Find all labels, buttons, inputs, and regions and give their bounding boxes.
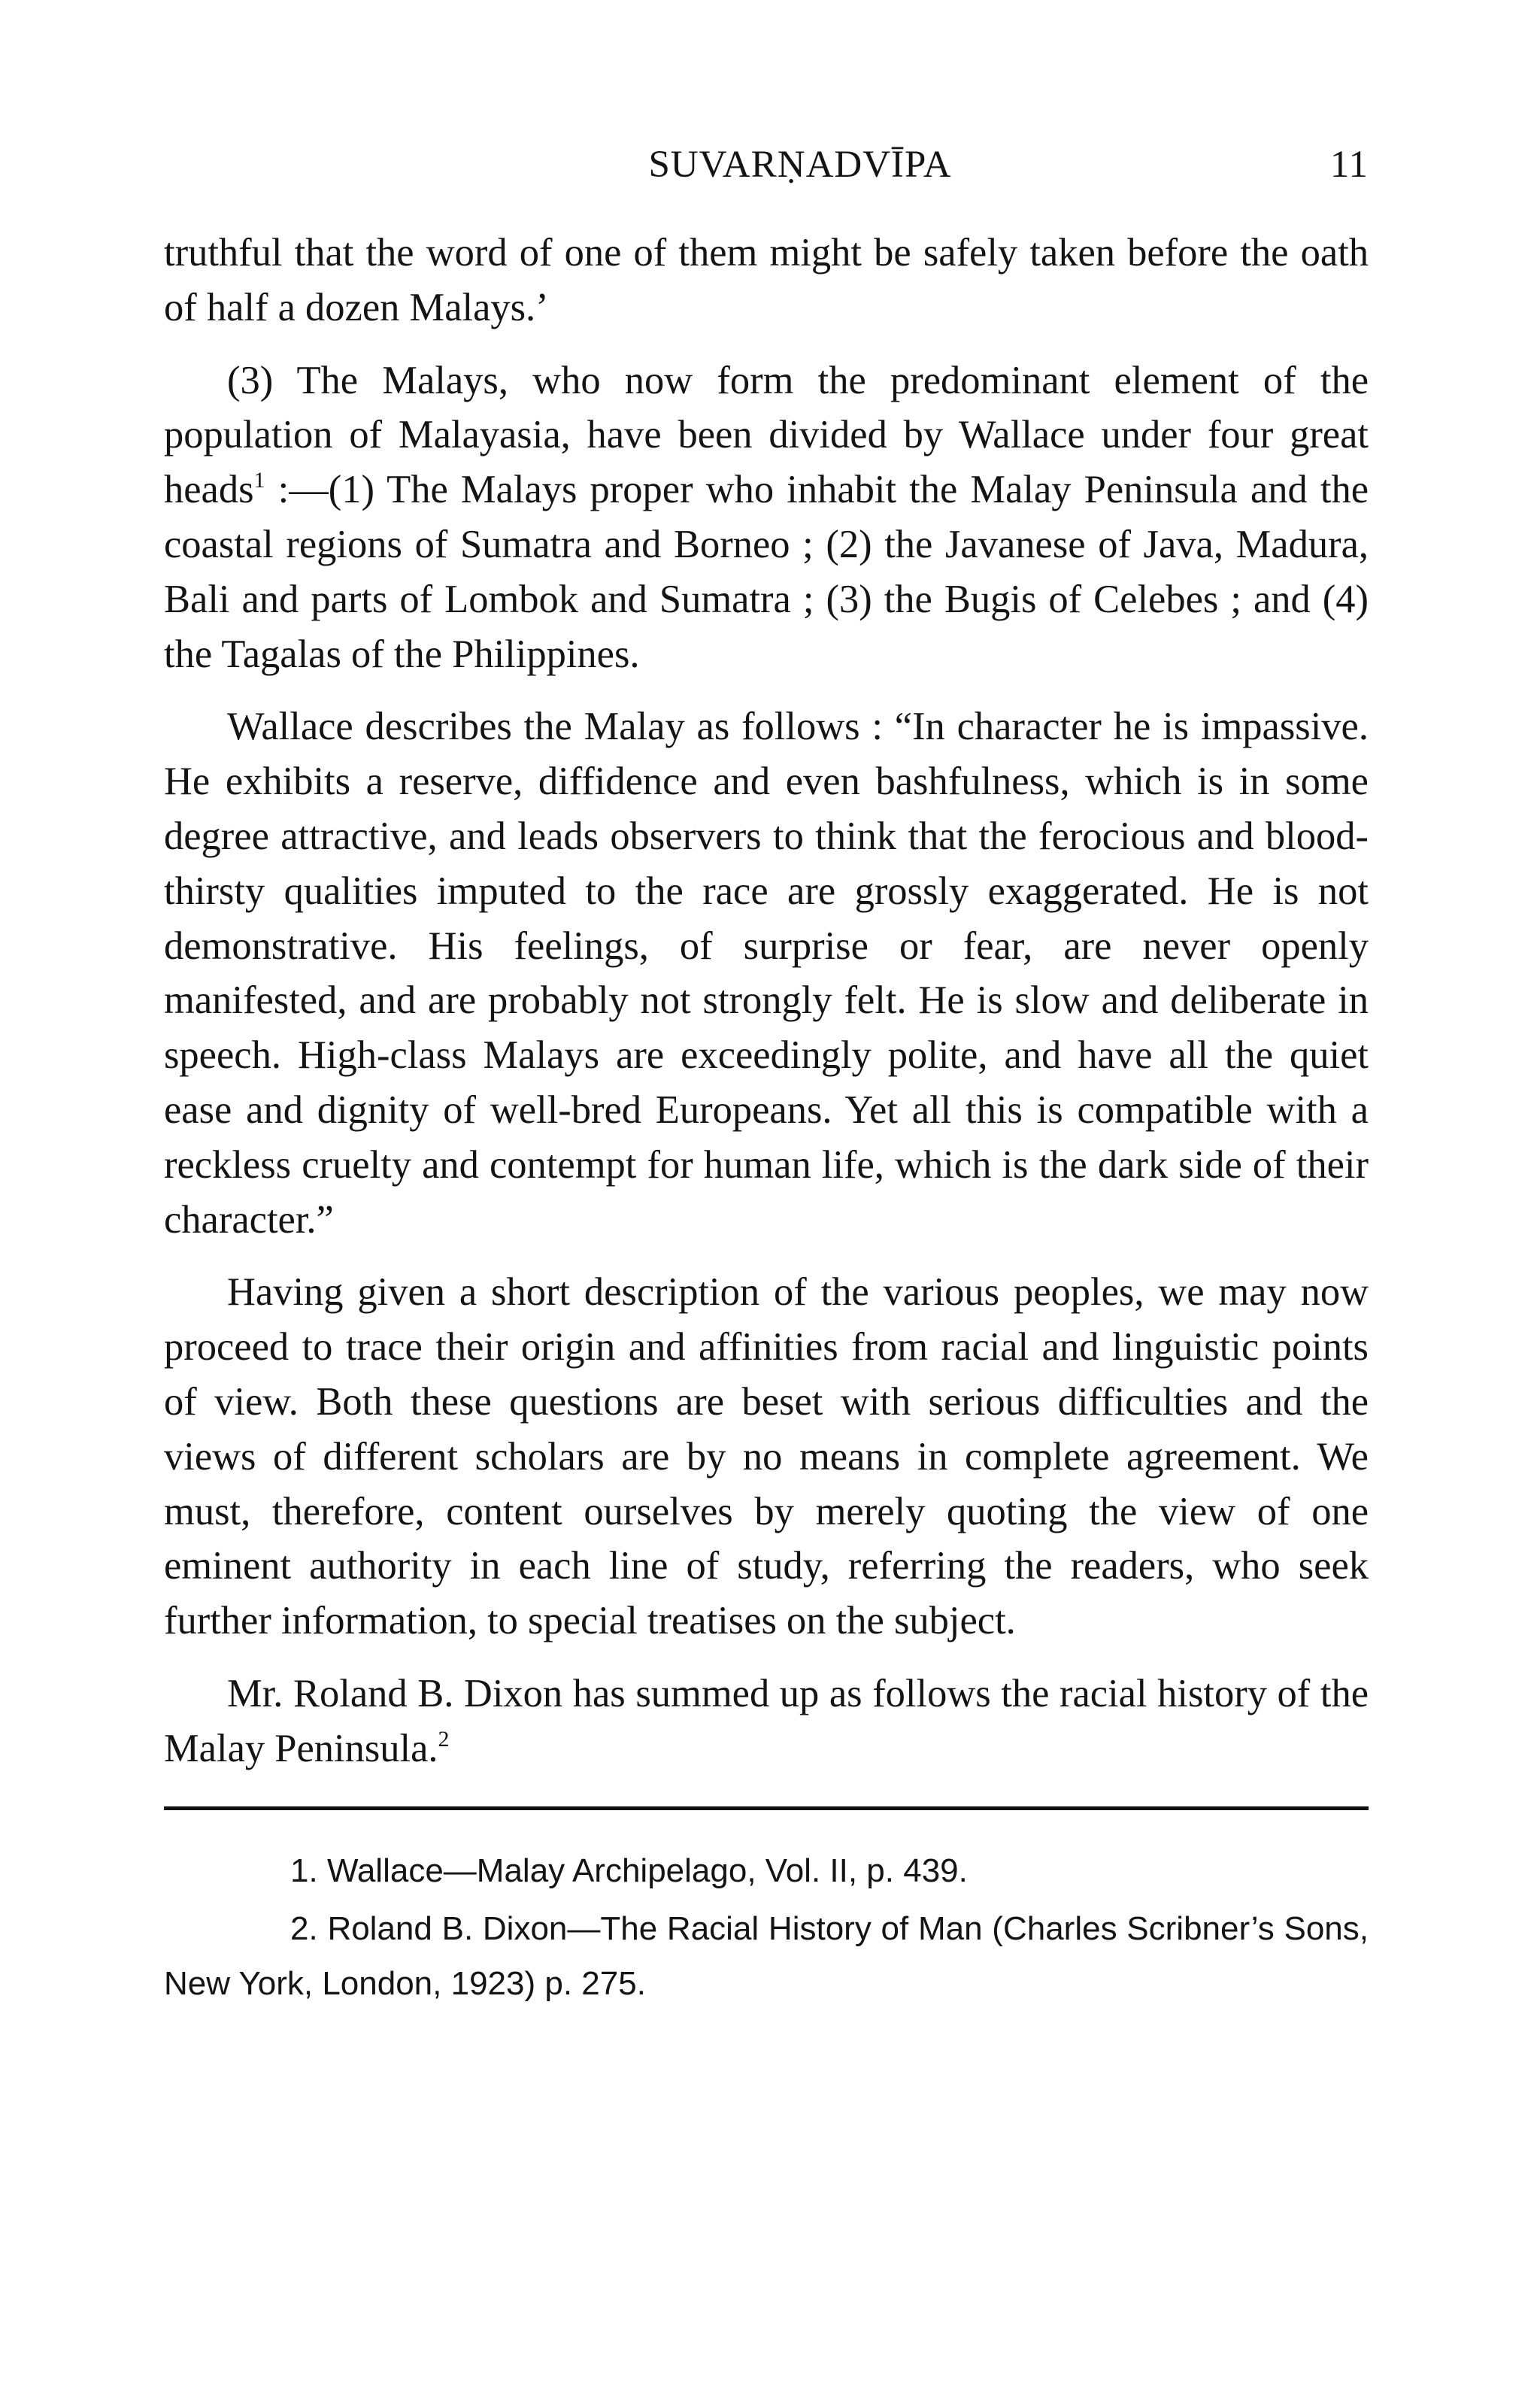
paragraph-wallace-description: Wallace describes the Malay as follows : “In character he is impassive. He exhibits a reserve, diffidence and even bashfulness, which is in some degree attractive, and leads observers to think that the ferocious and blood-thirsty qualities imputed to the race are grossly exaggerated. He is not demonstrative. His feelings, of surprise or fear, are never openly manifested, and are probably not strongly felt. He is slow and deliberate in speech. High-class Malays are exceedingly polite, and have all the quiet ease and dignity of well-bred Europeans. Yet all this is compatible with a reckless cruelty and contempt for human life, which is the dark side of their character.” <box>164 705 1369 1242</box>
paragraph-origin-affinities: Having given a short description of the various peoples, we may now proceed to trace their origin and affinities from racial and linguistic points of view. Both these questions are beset with serious difficulties and the views of different scholars are by no means in complete agreement. We must, therefore, content ourselves by merely quoting the view of one eminent authority in each line of study, referring the readers, who seek further information, to special treatises on the subject. <box>164 1270 1369 1643</box>
footnote-ref-2: 2 <box>438 1726 450 1752</box>
book-page <box>164 143 1369 2014</box>
footnote-1-mark: 1. <box>290 1852 318 1889</box>
paragraph-continued: truthful that the word of one of them might be safely taken before the oath of half a dozen Malays.’ <box>164 231 1369 329</box>
page-number: 11 <box>1329 144 1369 186</box>
footnote-ref-1: 1 <box>253 468 265 493</box>
footnote-1-text: Wallace—Malay Archipelago, Vol. II, p. 439. <box>326 1852 968 1889</box>
footnotes <box>164 1843 1369 2011</box>
footnote-2-text: Roland B. Dixon—The Racial History of Man (Charles Scribner’s Sons, New York, London, 1923) p. 275. <box>164 1909 1369 2002</box>
footnote-1 <box>164 1843 1369 1898</box>
paragraph-malay-groups-text-2: :—(1) The Malays proper who inhabit the Malay Peninsula and the coastal regions of Sumatra and Borneo ; (2) the Javanese of Java, Madura, Bali and parts of Lombok and Sumatra ; (3) the Bugis of Celebes ; and (4) the Tagalas of the Philippines. <box>164 468 1369 676</box>
paragraph-dixon <box>164 1667 1369 1776</box>
footnote-rule <box>164 1806 1369 1810</box>
body-text <box>164 226 1369 1776</box>
running-title: SUVARṆADVĪPA <box>648 144 952 186</box>
paragraph-dixon-text: Mr. Roland B. Dixon has summed up as follows the racial history of the Malay Peninsula. <box>164 1671 1369 1770</box>
running-head <box>164 143 1369 196</box>
footnote-2-mark: 2. <box>290 1909 318 1947</box>
paragraph-malay-groups <box>164 353 1369 682</box>
paragraph-malay-groups-text-1: (3) The Malays, who now form the predominant element of the population of Malayasia, have been divided by Wallace under four great heads <box>164 358 1369 512</box>
footnote-2 <box>164 1901 1369 2011</box>
